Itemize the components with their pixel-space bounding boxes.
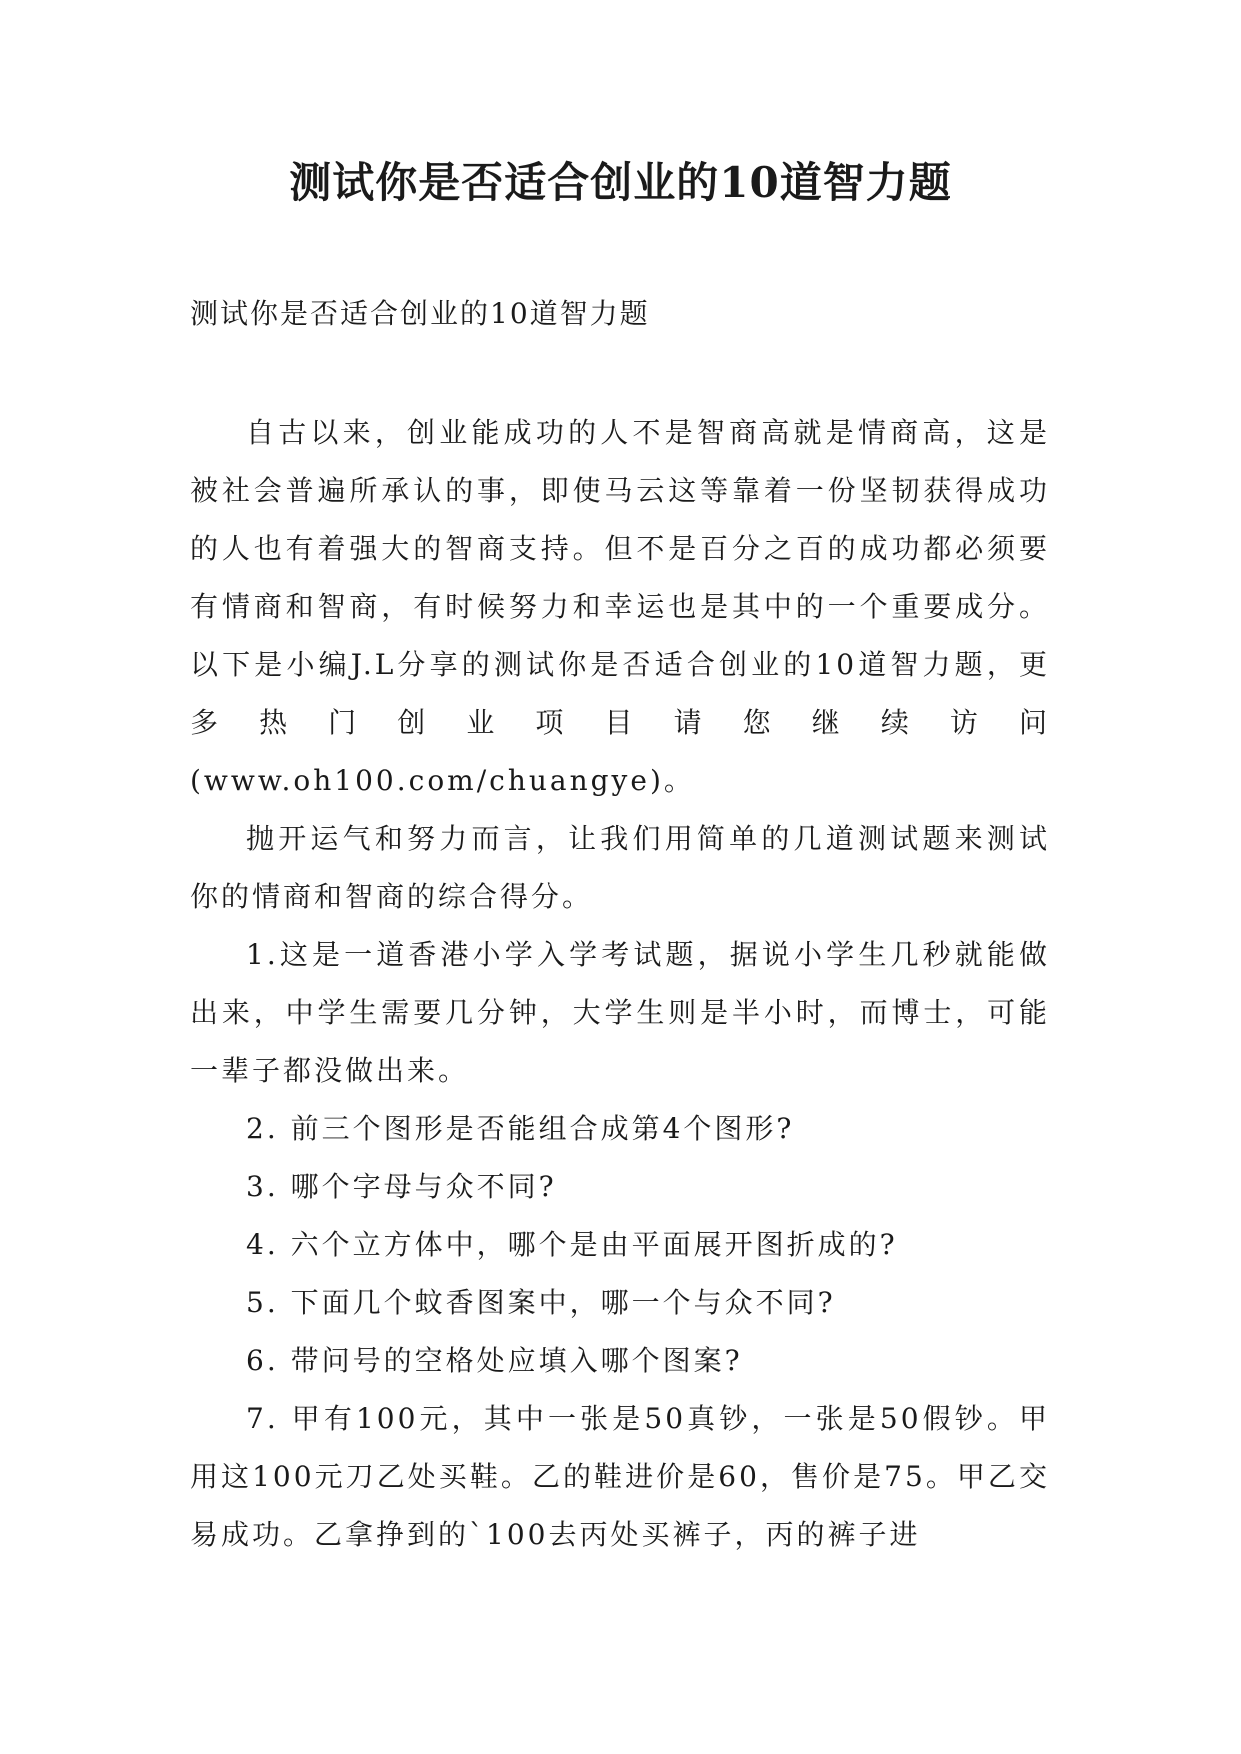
question-7: 7. 甲有100元，其中一张是50真钞，一张是50假钞。甲用这100元刀乙处买鞋。乙的鞋进价是60，售价是75。甲乙交易成功。乙拿挣到的`100去丙处买裤子，丙的裤子进 bbox=[190, 1402, 1050, 1551]
document-subtitle: 测试你是否适合创业的10道智力题 bbox=[190, 297, 650, 330]
question-5: 5. 下面几个蚊香图案中，哪一个与众不同? bbox=[246, 1286, 836, 1319]
document-body bbox=[190, 404, 1050, 1564]
document-title: 测试你是否适合创业的10道智力题 bbox=[289, 158, 952, 207]
paragraph-lead: 抛开运气和努力而言，让我们用简单的几道测试题来测试你的情商和智商的综合得分。 bbox=[190, 822, 1050, 913]
paragraph-intro: 自古以来，创业能成功的人不是智商高就是情商高，这是被社会普遍所承认的事，即使马云这等靠着一份坚韧获得成功的人也有着强大的智商支持。但不是百分之百的成功都必须要有情商和智商，有时候努力和幸运也是其中的一个重要成分。以下是小编J.L分享的测试你是否适合创业的10道智力题，更多热门创业项目请您继续访问(www.oh100.com/chuangye)。 bbox=[190, 416, 1050, 797]
question-3: 3. 哪个字母与众不同? bbox=[246, 1170, 557, 1203]
question-4: 4. 六个立方体中，哪个是由平面展开图折成的? bbox=[246, 1228, 898, 1261]
question-2: 2. 前三个图形是否能组合成第4个图形? bbox=[246, 1112, 795, 1145]
question-6: 6. 带问号的空格处应填入哪个图案? bbox=[246, 1344, 743, 1377]
question-1: 1.这是一道香港小学入学考试题，据说小学生几秒就能做出来，中学生需要几分钟，大学生则是半小时，而博士，可能一辈子都没做出来。 bbox=[190, 938, 1050, 1087]
